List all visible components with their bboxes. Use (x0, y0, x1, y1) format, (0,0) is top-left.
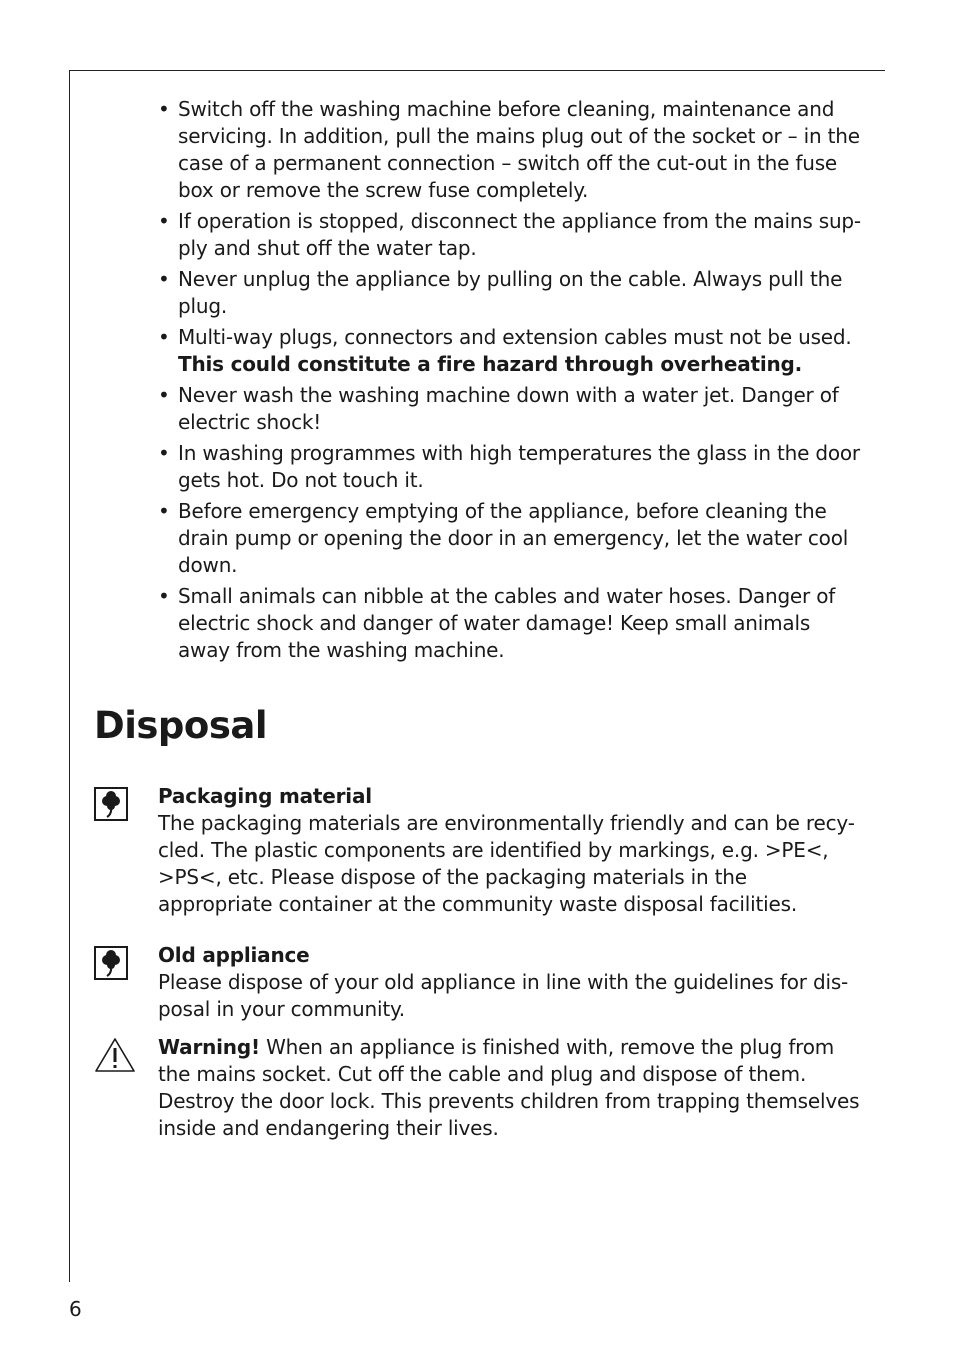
list-item (158, 440, 863, 494)
list-item (158, 324, 863, 378)
list-item (158, 96, 863, 204)
bullet-text: Multi-way plugs, connectors and extension cables must not be used. (178, 325, 852, 349)
old-appliance-section (158, 942, 863, 1023)
warning-body: When an appliance is finished with, remove the plug from the mains socket. Cut off the cable and plug and dispose of them. Destroy the door lock. This prevents children from trapping themselves inside and endangering their lives. (158, 1035, 860, 1140)
safety-bullet-list (158, 96, 863, 668)
bullet-mark: • (158, 383, 170, 407)
environment-icon (94, 946, 130, 986)
bullet-mark: • (158, 441, 170, 465)
packaging-body: The packaging materials are environmentally friendly and can be recy-cled. The plastic components are identified by markings, e.g. >PE<, >PS<, etc. Please dispose of the packaging materials in the appropriate container at the community waste disposal facilities. (158, 811, 855, 916)
list-item (158, 583, 863, 664)
bullet-emphasis: This could constitute a fire hazard through overheating. (178, 352, 803, 376)
bullet-text: If operation is stopped, disconnect the appliance from the mains sup-ply and shut off the water tap. (178, 209, 861, 260)
warning-icon (94, 1037, 136, 1077)
bullet-text: Never unplug the appliance by pulling on the cable. Always pull the plug. (178, 267, 843, 318)
bullet-text: Never wash the washing machine down with a water jet. Danger of electric shock! (178, 383, 839, 434)
bullet-text: Before emergency emptying of the appliance, before cleaning the drain pump or opening the door in an emergency, let the water cool down. (178, 499, 849, 577)
bullet-mark: • (158, 209, 170, 233)
list-item (158, 266, 863, 320)
list-item (158, 382, 863, 436)
bullet-text: Switch off the washing machine before cleaning, maintenance and servicing. In addition, pull the mains plug out of the socket or – in the case of a permanent connection – switch off the cut-out in the fuse box or remove the screw fuse completely. (178, 97, 860, 202)
warning-section (158, 1034, 863, 1142)
left-rule (69, 70, 70, 1282)
environment-icon (94, 787, 130, 827)
old-appliance-title: Old appliance (158, 943, 310, 967)
bullet-text: In washing programmes with high temperatures the glass in the door gets hot. Do not touch it. (178, 441, 860, 492)
bullet-mark: • (158, 499, 170, 523)
warning-label: Warning! (158, 1035, 260, 1059)
list-item (158, 498, 863, 579)
section-heading-disposal: Disposal (94, 704, 267, 747)
bullet-mark: • (158, 325, 170, 349)
packaging-title: Packaging material (158, 784, 372, 808)
top-rule (69, 70, 885, 71)
bullet-mark: • (158, 267, 170, 291)
bullet-mark: • (158, 584, 170, 608)
bullet-text: Small animals can nibble at the cables and water hoses. Danger of electric shock and danger of water damage! Keep small animals away from the washing machine. (178, 584, 836, 662)
packaging-section (158, 783, 863, 918)
page-number: 6 (69, 1297, 82, 1321)
bullet-mark: • (158, 97, 170, 121)
list-item (158, 208, 863, 262)
old-appliance-body: Please dispose of your old appliance in line with the guidelines for dis-posal in your community. (158, 970, 849, 1021)
